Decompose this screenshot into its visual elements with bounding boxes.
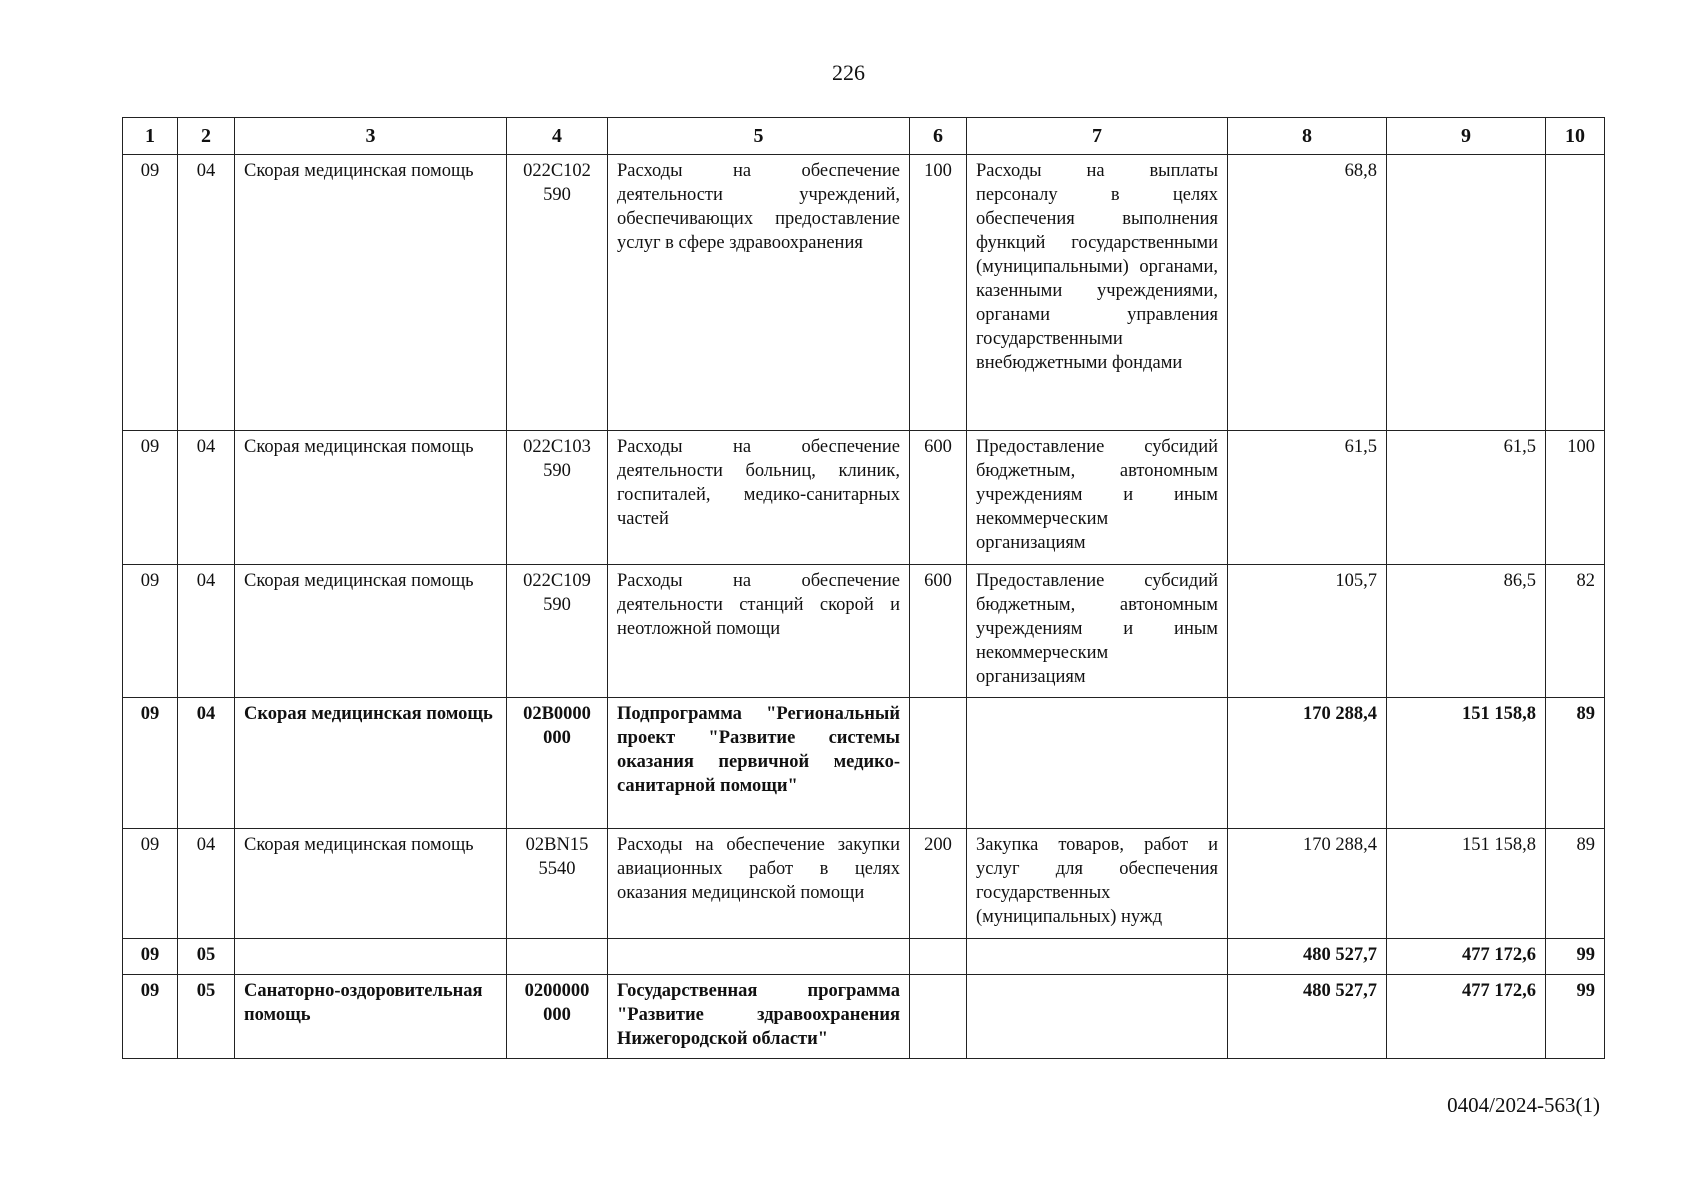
cell-actual: [1387, 155, 1546, 431]
cell-section: 09: [123, 975, 178, 1059]
target-code-part1: 022С103: [523, 437, 591, 457]
cell-expense-type: 600: [910, 565, 967, 698]
target-code-part2: 590: [543, 595, 571, 615]
cell-subsection: 04: [178, 431, 235, 565]
cell-actual: 151 158,8: [1387, 698, 1546, 829]
cell-subsection: 04: [178, 565, 235, 698]
table-row: [123, 565, 1605, 698]
budget-table: [122, 117, 1605, 1059]
header-col-10: 10: [1546, 118, 1605, 155]
cell-percent: 99: [1546, 939, 1605, 975]
cell-subsection-name: [235, 939, 507, 975]
target-code-part2: 000: [543, 728, 571, 748]
header-col-2: 2: [178, 118, 235, 155]
cell-expense-type: 100: [910, 155, 967, 431]
cell-expense-type-name: Расходы на выплаты персоналу в целях обеспечения выполнения функций государственными (муниципальными) органами, казенными учреждениями, органами управления государственными внебюджетными фондами: [967, 155, 1228, 431]
cell-target-code: [507, 565, 608, 698]
cell-plan: 170 288,4: [1228, 698, 1387, 829]
header-col-8: 8: [1228, 118, 1387, 155]
cell-expense-type-name: [967, 975, 1228, 1059]
header-col-7: 7: [967, 118, 1228, 155]
cell-percent: 89: [1546, 829, 1605, 939]
table-row: [123, 829, 1605, 939]
table-row: [123, 939, 1605, 975]
cell-percent: 89: [1546, 698, 1605, 829]
page-number: 226: [832, 60, 865, 85]
cell-section: 09: [123, 829, 178, 939]
target-code-part2: 590: [543, 461, 571, 481]
cell-plan: 170 288,4: [1228, 829, 1387, 939]
header-row: [123, 118, 1605, 155]
cell-target-code: [507, 431, 608, 565]
cell-subsection: 04: [178, 698, 235, 829]
cell-expense-type: 600: [910, 431, 967, 565]
cell-expense-type-name: Предоставление субсидий бюджетным, автономным учреждениям и иным некоммерческим организациям: [967, 565, 1228, 698]
cell-expense-type-name: Закупка товаров, работ и услуг для обеспечения государственных (муниципальных) нужд: [967, 829, 1228, 939]
cell-target-name: Расходы на обеспечение деятельности учреждений, обеспечивающих предоставление услуг в сфере здравоохранения: [608, 155, 910, 431]
cell-subsection-name: Санаторно-оздоровительная помощь: [235, 975, 507, 1059]
cell-percent: 100: [1546, 431, 1605, 565]
cell-plan: 68,8: [1228, 155, 1387, 431]
header-col-6: 6: [910, 118, 967, 155]
cell-section: 09: [123, 431, 178, 565]
cell-subsection-name: Скорая медицинская помощь: [235, 431, 507, 565]
target-code-part1: 0200000: [524, 981, 590, 1001]
cell-percent: 82: [1546, 565, 1605, 698]
target-code-part1: 02В0000: [523, 704, 591, 724]
cell-target-name: Расходы на обеспечение деятельности станций скорой и неотложной помощи: [608, 565, 910, 698]
cell-expense-type: 200: [910, 829, 967, 939]
target-code-part2: 590: [543, 185, 571, 205]
header-col-5: 5: [608, 118, 910, 155]
cell-target-name: Расходы на обеспечение деятельности больниц, клиник, госпиталей, медико-санитарных частей: [608, 431, 910, 565]
cell-subsection-name: Скорая медицинская помощь: [235, 698, 507, 829]
target-code-part1: 02ВN15: [525, 835, 589, 855]
cell-target-code: [507, 698, 608, 829]
cell-actual: 61,5: [1387, 431, 1546, 565]
cell-expense-type: [910, 698, 967, 829]
cell-expense-type-name: [967, 698, 1228, 829]
cell-section: 09: [123, 565, 178, 698]
cell-target-code: [507, 829, 608, 939]
cell-subsection-name: Скорая медицинская помощь: [235, 155, 507, 431]
cell-subsection: 05: [178, 975, 235, 1059]
cell-target-code: [507, 155, 608, 431]
target-code-part1: 022С102: [523, 161, 591, 181]
cell-subsection: 05: [178, 939, 235, 975]
cell-section: 09: [123, 155, 178, 431]
table-row: [123, 698, 1605, 829]
cell-expense-type-name: Предоставление субсидий бюджетным, автономным учреждениям и иным некоммерческим организациям: [967, 431, 1228, 565]
cell-subsection-name: Скорая медицинская помощь: [235, 829, 507, 939]
header-col-4: 4: [507, 118, 608, 155]
cell-target-code: [507, 939, 608, 975]
document-code: 0404/2024-563(1): [1447, 1093, 1600, 1117]
table-row: [123, 155, 1605, 431]
cell-subsection: 04: [178, 829, 235, 939]
table-row: [123, 975, 1605, 1059]
cell-plan: 480 527,7: [1228, 975, 1387, 1059]
cell-actual: 477 172,6: [1387, 975, 1546, 1059]
cell-subsection-name: Скорая медицинская помощь: [235, 565, 507, 698]
cell-target-name: Расходы на обеспечение закупки авиационных работ в целях оказания медицинской помощи: [608, 829, 910, 939]
target-code-part2: 000: [543, 1005, 571, 1025]
cell-expense-type: [910, 939, 967, 975]
cell-plan: 480 527,7: [1228, 939, 1387, 975]
table-row: [123, 431, 1605, 565]
cell-plan: 105,7: [1228, 565, 1387, 698]
cell-expense-type: [910, 975, 967, 1059]
cell-plan: 61,5: [1228, 431, 1387, 565]
cell-target-name: [608, 939, 910, 975]
cell-actual: 86,5: [1387, 565, 1546, 698]
cell-target-code: [507, 975, 608, 1059]
cell-target-name: Государственная программа "Развитие здравоохранения Нижегородской области": [608, 975, 910, 1059]
cell-target-name: Подпрограмма "Региональный проект "Развитие системы оказания первичной медико-санитарной помощи": [608, 698, 910, 829]
header-col-9: 9: [1387, 118, 1546, 155]
target-code-part2: 5540: [538, 859, 576, 879]
target-code-part1: 022С109: [523, 571, 591, 591]
header-col-1: 1: [123, 118, 178, 155]
cell-section: 09: [123, 939, 178, 975]
cell-section: 09: [123, 698, 178, 829]
cell-expense-type-name: [967, 939, 1228, 975]
cell-percent: 99: [1546, 975, 1605, 1059]
header-col-3: 3: [235, 118, 507, 155]
cell-actual: 477 172,6: [1387, 939, 1546, 975]
cell-actual: 151 158,8: [1387, 829, 1546, 939]
cell-subsection: 04: [178, 155, 235, 431]
cell-percent: [1546, 155, 1605, 431]
